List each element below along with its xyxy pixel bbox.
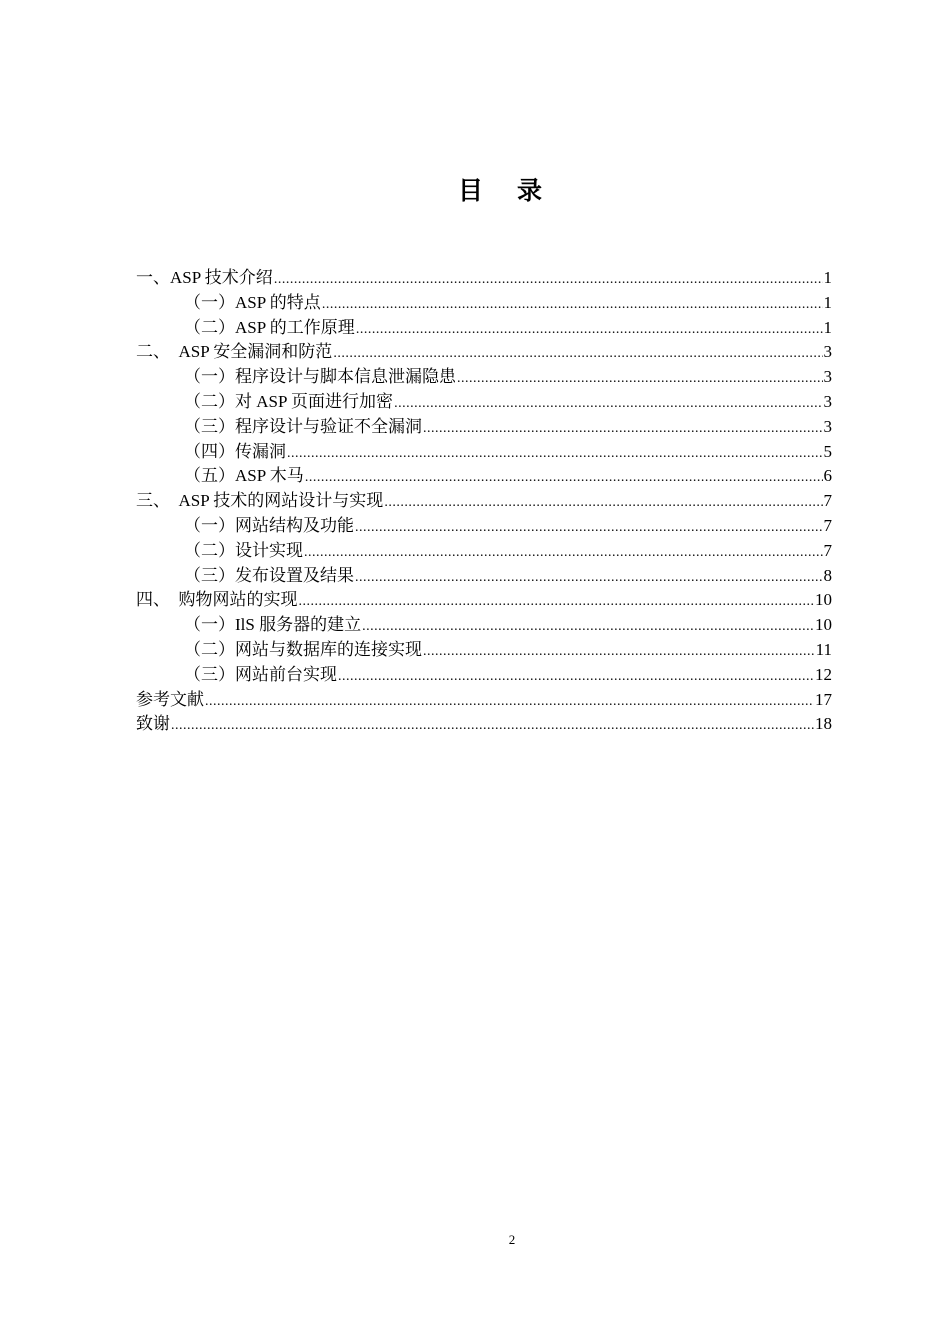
toc-dot-leader	[423, 417, 823, 442]
toc-entry[interactable]	[136, 514, 832, 539]
toc-entry-label: 一、ASP 技术介绍	[136, 268, 273, 287]
toc-entry-label: （三）程序设计与验证不全漏洞	[184, 416, 422, 436]
toc-dot-leader	[362, 615, 814, 640]
toc-entry[interactable]	[136, 588, 832, 613]
toc-entry[interactable]	[136, 564, 832, 589]
toc-dot-leader	[287, 442, 823, 467]
toc-entry-page: 1	[823, 292, 832, 312]
toc-dot-leader	[205, 690, 814, 715]
toc-entry-page: 10	[815, 590, 832, 610]
toc-entry-page: 7	[823, 515, 832, 535]
toc-entry[interactable]	[136, 390, 832, 415]
toc-entry-label: 致谢	[136, 714, 170, 734]
toc-entry[interactable]	[136, 316, 832, 341]
toc-entry-page: 1	[823, 268, 832, 287]
toc-dot-leader	[457, 367, 823, 392]
toc-entry[interactable]	[136, 291, 832, 316]
toc-dot-leader	[304, 541, 823, 566]
toc-entry-page: 3	[823, 367, 832, 387]
toc-entry-label: （三）网站前台实现	[184, 664, 337, 684]
toc-dot-leader	[333, 342, 822, 367]
toc-entry-page: 10	[815, 615, 832, 635]
toc-entry-page: 17	[815, 689, 832, 709]
toc-entry-label: （四）传漏洞	[184, 441, 286, 461]
toc-entry-page: 8	[823, 565, 832, 585]
toc-entry-page: 7	[823, 540, 832, 560]
toc-dot-leader	[355, 566, 823, 591]
toc-entry-label: （一）IlS 服务器的建立	[184, 615, 362, 635]
toc-entry-label: （二）ASP 的工作原理	[184, 317, 355, 337]
toc-dot-leader	[171, 714, 814, 739]
toc-entry-label: （五）ASP 木马	[184, 466, 304, 486]
toc-entry-page: 7	[823, 491, 832, 511]
toc-entry-label: 参考文献	[136, 689, 204, 709]
toc-entry-label: （二）网站与数据库的连接实现	[184, 639, 422, 659]
toc-entry[interactable]	[136, 365, 832, 390]
toc-dot-leader	[299, 590, 815, 615]
toc-entry-page: 11	[815, 639, 832, 659]
toc-entry[interactable]	[136, 464, 832, 489]
toc-entry-page: 1	[823, 317, 832, 337]
toc-title	[0, 172, 950, 212]
toc-title-char: 录	[517, 178, 543, 205]
toc-entry[interactable]	[136, 340, 832, 365]
toc-entry-page: 5	[823, 441, 832, 461]
toc-list	[136, 266, 832, 737]
toc-entry-page: 3	[823, 342, 832, 362]
toc-entry[interactable]	[136, 440, 832, 465]
page-number: 2	[508, 1232, 516, 1247]
toc-entry-page: 6	[823, 466, 832, 486]
toc-entry[interactable]	[136, 539, 832, 564]
toc-title-char: 目	[457, 178, 483, 205]
toc-dot-leader	[305, 466, 823, 491]
toc-dot-leader	[322, 293, 823, 318]
toc-entry[interactable]	[136, 489, 832, 514]
toc-entry[interactable]	[136, 663, 832, 688]
toc-dot-leader	[384, 491, 822, 516]
toc-entry-label: （一）网站结构及功能	[184, 515, 354, 535]
toc-dot-leader	[338, 665, 814, 690]
toc-entry[interactable]	[136, 415, 832, 440]
toc-entry-page: 18	[815, 714, 832, 734]
toc-entry[interactable]	[136, 266, 832, 291]
toc-entry[interactable]	[136, 638, 832, 663]
toc-entry[interactable]	[136, 688, 832, 713]
toc-entry-label: 二、 ASP 安全漏洞和防范	[136, 342, 333, 362]
toc-entry-label: （三）发布设置及结果	[184, 565, 354, 585]
toc-entry-label: 三、 ASP 技术的网站设计与实现	[136, 491, 384, 511]
toc-dot-leader	[274, 268, 823, 293]
toc-entry[interactable]	[136, 712, 832, 737]
toc-entry-page: 3	[823, 416, 832, 436]
toc-entry-label: （一）程序设计与脚本信息泄漏隐患	[184, 367, 456, 387]
toc-entry-label: （二）对 ASP 页面进行加密	[184, 391, 394, 411]
toc-dot-leader	[394, 392, 822, 417]
toc-dot-leader	[356, 318, 823, 343]
toc-entry-label: （一）ASP 的特点	[184, 292, 321, 312]
toc-entry-label: （二）设计实现	[184, 540, 303, 560]
toc-dot-leader	[423, 640, 815, 665]
toc-dot-leader	[355, 516, 823, 541]
toc-entry-label: 四、 购物网站的实现	[136, 590, 298, 610]
toc-entry-page: 3	[823, 391, 832, 411]
toc-entry-page: 12	[815, 664, 832, 684]
toc-entry[interactable]	[136, 613, 832, 638]
